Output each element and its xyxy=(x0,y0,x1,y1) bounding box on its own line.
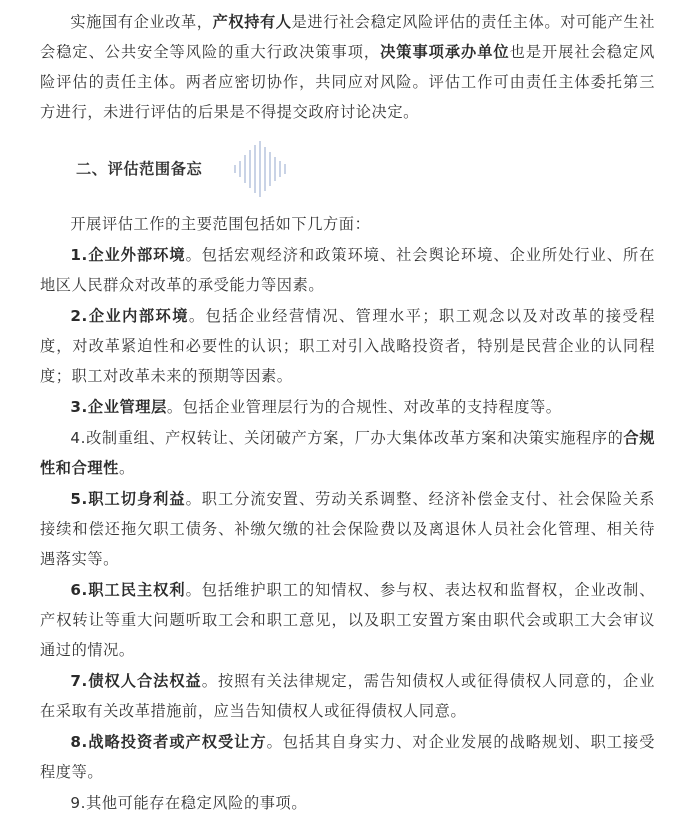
intro-text: 是进行社会稳定风险评估的责任主体。对可能产生社会稳定、公共安全等风险的重大行政决策事项， xyxy=(40,13,655,61)
section-title: 二、评估范围备忘 xyxy=(76,160,203,178)
list-item-7 xyxy=(40,666,655,726)
item-title: 7.债权人合法权益 xyxy=(70,672,202,690)
item-body: 。 xyxy=(118,459,135,477)
list-item-3 xyxy=(40,392,655,422)
item-body: 。包括其自身实力、对企业发展的战略规划、职工接受程度等。 xyxy=(40,733,655,781)
item-body: 。按照有关法律规定，需告知债权人或征得债权人同意的，企业在采取有关改革措施前，应当告知债权人或征得债权人同意。 xyxy=(40,672,655,720)
list-item-4 xyxy=(40,423,655,483)
list-item-6 xyxy=(40,575,655,665)
soundwave-icon xyxy=(232,141,302,197)
list-item-5 xyxy=(40,484,655,574)
item-body: 。包括企业经营情况、管理水平；职工观念以及对改革的接受程度，对改革紧迫性和必要性的认识；职工对引入战略投资者，特别是民营企业的认同程度；职工对改革未来的预期等因素。 xyxy=(40,307,655,385)
intro-bold-decision-unit: 决策事项承办单位 xyxy=(380,43,510,61)
item-body: 。职工分流安置、劳动关系调整、经济补偿金支付、社会保险关系接续和偿还拖欠职工债务、补缴欠缴的社会保险费以及离退休人员社会化管理、相关待遇落实等。 xyxy=(40,490,655,568)
intro-text: 实施国有企业改革， xyxy=(70,13,213,31)
item-title: 5.职工切身利益 xyxy=(70,490,186,508)
item-title: 2.企业内部环境 xyxy=(70,307,189,325)
intro-text: 也是开展社会稳定风险评估的责任主体。两者应密切协作，共同应对风险。评估工作可由责任主体委托第三方进行，未进行评估的后果是不得提交政府讨论决定。 xyxy=(40,43,655,121)
list-item-2 xyxy=(40,301,655,391)
list-item-9 xyxy=(40,788,655,818)
item-body: 。包括维护职工的知情权、参与权、表达权和监督权，企业改制、产权转让等重大问题听取工会和职工意见，以及职工安置方案由职代会或职工大会审议通过的情况。 xyxy=(40,581,655,659)
item-body: 4.改制重组、产权转让、关闭破产方案，厂办大集体改革方案和决策实施程序的 xyxy=(70,429,624,447)
intro-paragraph xyxy=(40,7,655,127)
item-title: 8.战略投资者或产权受让方 xyxy=(70,733,267,751)
item-title: 1.企业外部环境 xyxy=(70,246,186,264)
item-title: 3.企业管理层 xyxy=(70,398,167,416)
list-item-8 xyxy=(40,727,655,787)
item-body: 。包括企业管理层行为的合规性、对改革的支持程度等。 xyxy=(166,398,562,416)
list-item-1 xyxy=(40,240,655,300)
section-heading xyxy=(40,139,655,201)
intro-bold-property-holder: 产权持有人 xyxy=(212,13,292,31)
item-body: 。包括宏观经济和政策环境、社会舆论环境、企业所处行业、所在地区人民群众对改革的承受能力等因素。 xyxy=(40,246,655,294)
section-lead: 开展评估工作的主要范围包括如下几方面： xyxy=(70,215,371,233)
item-title: 6.职工民主权利 xyxy=(70,581,186,599)
item-body: 9.其他可能存在稳定风险的事项。 xyxy=(70,794,308,812)
item-title: 合规性和合理性 xyxy=(40,429,655,477)
